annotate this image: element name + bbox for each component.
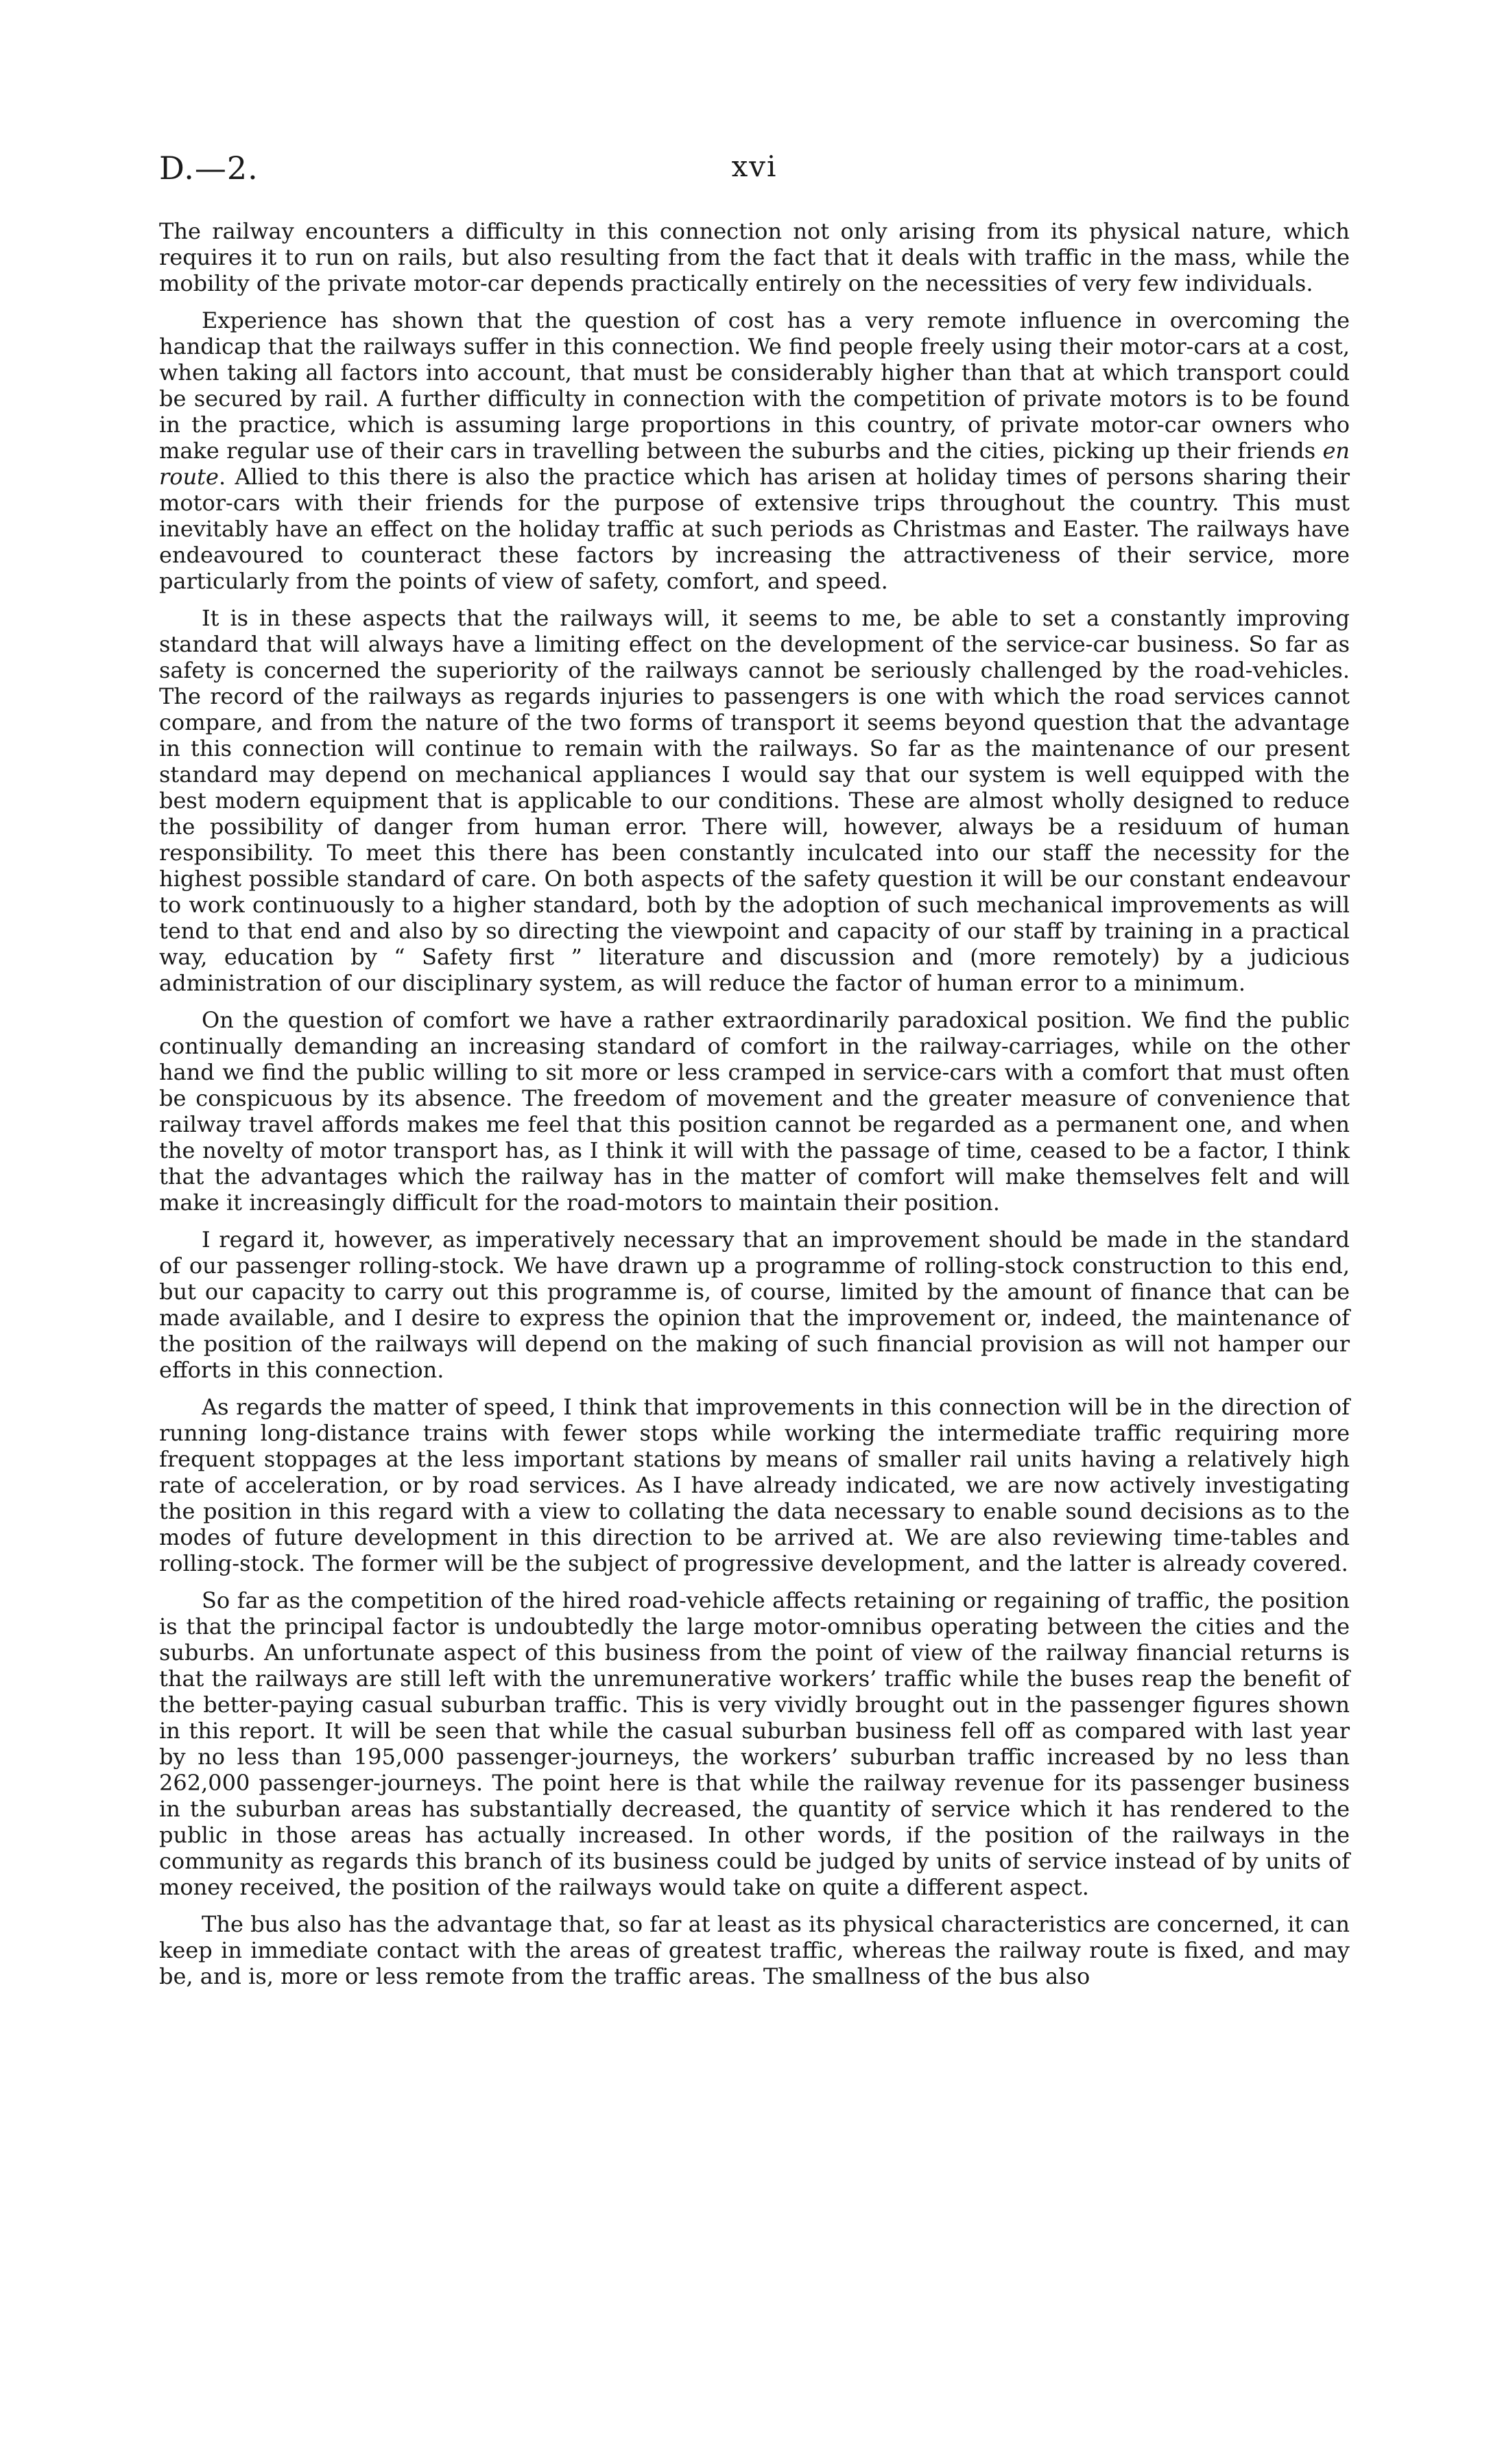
paragraph-8: The bus also has the advantage that, so far at least as its physical characteristics are concerned, it can keep in immediate contact with the areas of greatest traffic, whereas the railway route is fixed, and may be, and is, more or less remote from the traffic areas. The smallness of the bus also bbox=[159, 1911, 1350, 1989]
paragraph-2-text-after: . Allied to this there is also the practice which has arisen at holiday times of persons sharing their motor-cars with their friends for the purpose of extensive trips throughout the country. This must inevitably have an effect on the holiday traffic at such periods as Christmas and Easter. The railways have endeavoured to counteract these factors by increasing the attractiveness of their service, more particularly from the points of view of safety, comfort, and speed. bbox=[159, 464, 1350, 594]
body-text bbox=[159, 218, 1350, 1989]
paragraph-2-text-before: Experience has shown that the question of cost has a very remote influence in overcoming the handicap that the railways suffer in this connection. We find people freely using their motor-cars at a cost, when taking all factors into account, that must be considerably higher than that at which transport could be secured by rail. A further difficulty in connection with the competition of private motors is to be found in the practice, which is assuming large proportions in this country, of private motor-car owners who make regular use of their cars in travelling between the suburbs and the cities, picking up their friends bbox=[159, 307, 1350, 464]
document-reference: D.—2. bbox=[159, 150, 259, 187]
document-page bbox=[159, 150, 1350, 2000]
paragraph-4: On the question of comfort we have a rather extraordinarily paradoxical position. We find the public continually demanding an increasing standard of comfort in the railway-carriages, while on the other hand we find the public willing to sit more or less cramped in service-cars with a comfort that must often be conspicuous by its absence. The freedom of movement and the greater measure of convenience that railway travel affords makes me feel that this position cannot be regarded as a permanent one, and when the novelty of motor transport has, as I think it will with the passage of time, ceased to be a factor, I think that the advantages which the railway has in the matter of comfort will make themselves felt and will make it increasingly difficult for the road-motors to maintain their position. bbox=[159, 1007, 1350, 1216]
paragraph-1: The railway encounters a difficulty in this connection not only arising from its physical nature, which requires it to run on rails, but also resulting from the fact that it deals with traffic in the mass, while the mobility of the private motor-car depends practically entirely on the necessities of very few individuals. bbox=[159, 218, 1350, 296]
paragraph-6: As regards the matter of speed, I think that improvements in this connection will be in the direction of running long-distance trains with fewer stops while working the intermediate traffic requiring more frequent stoppages at the less important stations by means of smaller rail units having a relatively high rate of acceleration, or by road services. As I have already indicated, we are now actively investigating the position in this regard with a view to collating the data necessary to enable sound decisions as to the modes of future development in this direction to be arrived at. We are also reviewing time-tables and rolling-stock. The former will be the subject of progressive development, and the latter is already covered. bbox=[159, 1394, 1350, 1576]
paragraph-7: So far as the competition of the hired road-vehicle affects retaining or regaining of traffic, the position is that the principal factor is undoubtedly the large motor-omnibus operating between the cities and the suburbs. An unfortunate aspect of this business from the point of view of the railway financial returns is that the railways are still left with the unremunerative workers’ traffic while the buses reap the benefit of the better-paying casual suburban traffic. This is very vividly brought out in the passenger figures shown in this report. It will be seen that while the casual suburban business fell off as compared with last year by no less than 195,000 passenger-journeys, the workers’ suburban traffic increased by no less than 262,000 passenger-journeys. The point here is that while the railway revenue for its passenger business in the suburban areas has substantially decreased, the quantity of service which it has rendered to the public in those areas has actually increased. In other words, if the position of the railways in the community as regards this branch of its business could be judged by units of service instead of by units of money received, the position of the railways would take on quite a different aspect. bbox=[159, 1587, 1350, 1900]
paragraph-3: It is in these aspects that the railways will, it seems to me, be able to set a constantly improving standard that will always have a limiting effect on the development of the service-car business. So far as safety is concerned the superiority of the railways cannot be seriously challenged by the road-vehicles. The record of the railways as regards injuries to passengers is one with which the road services cannot compare, and from the nature of the two forms of transport it seems beyond question that the advantage in this connection will continue to remain with the railways. So far as the maintenance of our present standard may depend on mechanical appliances I would say that our system is well equipped with the best modern equipment that is applicable to our conditions. These are almost wholly designed to reduce the possibility of danger from human error. There will, however, always be a residuum of human responsibility. To meet this there has been constantly inculcated into our staff the necessity for the highest possible standard of care. On both aspects of the safety question it will be our constant endeavour to work continuously to a higher standard, both by the adoption of such mechanical improvements as will tend to that end and also by so directing the viewpoint and capacity of our staff by training in a practical way, education by “ Safety first ” literature and discussion and (more remotely) by a judicious administration of our disciplinary system, as will reduce the factor of human error to a minimum. bbox=[159, 605, 1350, 996]
paragraph-2-italic-phrase: en route bbox=[159, 438, 1350, 490]
page-header bbox=[159, 150, 1350, 218]
paragraph-2 bbox=[159, 307, 1350, 594]
paragraph-5: I regard it, however, as imperatively necessary that an improvement should be made in the standard of our passenger rolling-stock. We have drawn up a programme of rolling-stock construction to this end, but our capacity to carry out this programme is, of course, limited by the amount of finance that can be made available, and I desire to express the opinion that the improvement or, indeed, the maintenance of the position of the railways will depend on the making of such financial provision as will not hamper our efforts in this connection. bbox=[159, 1227, 1350, 1383]
page-number: xvi bbox=[731, 150, 778, 183]
